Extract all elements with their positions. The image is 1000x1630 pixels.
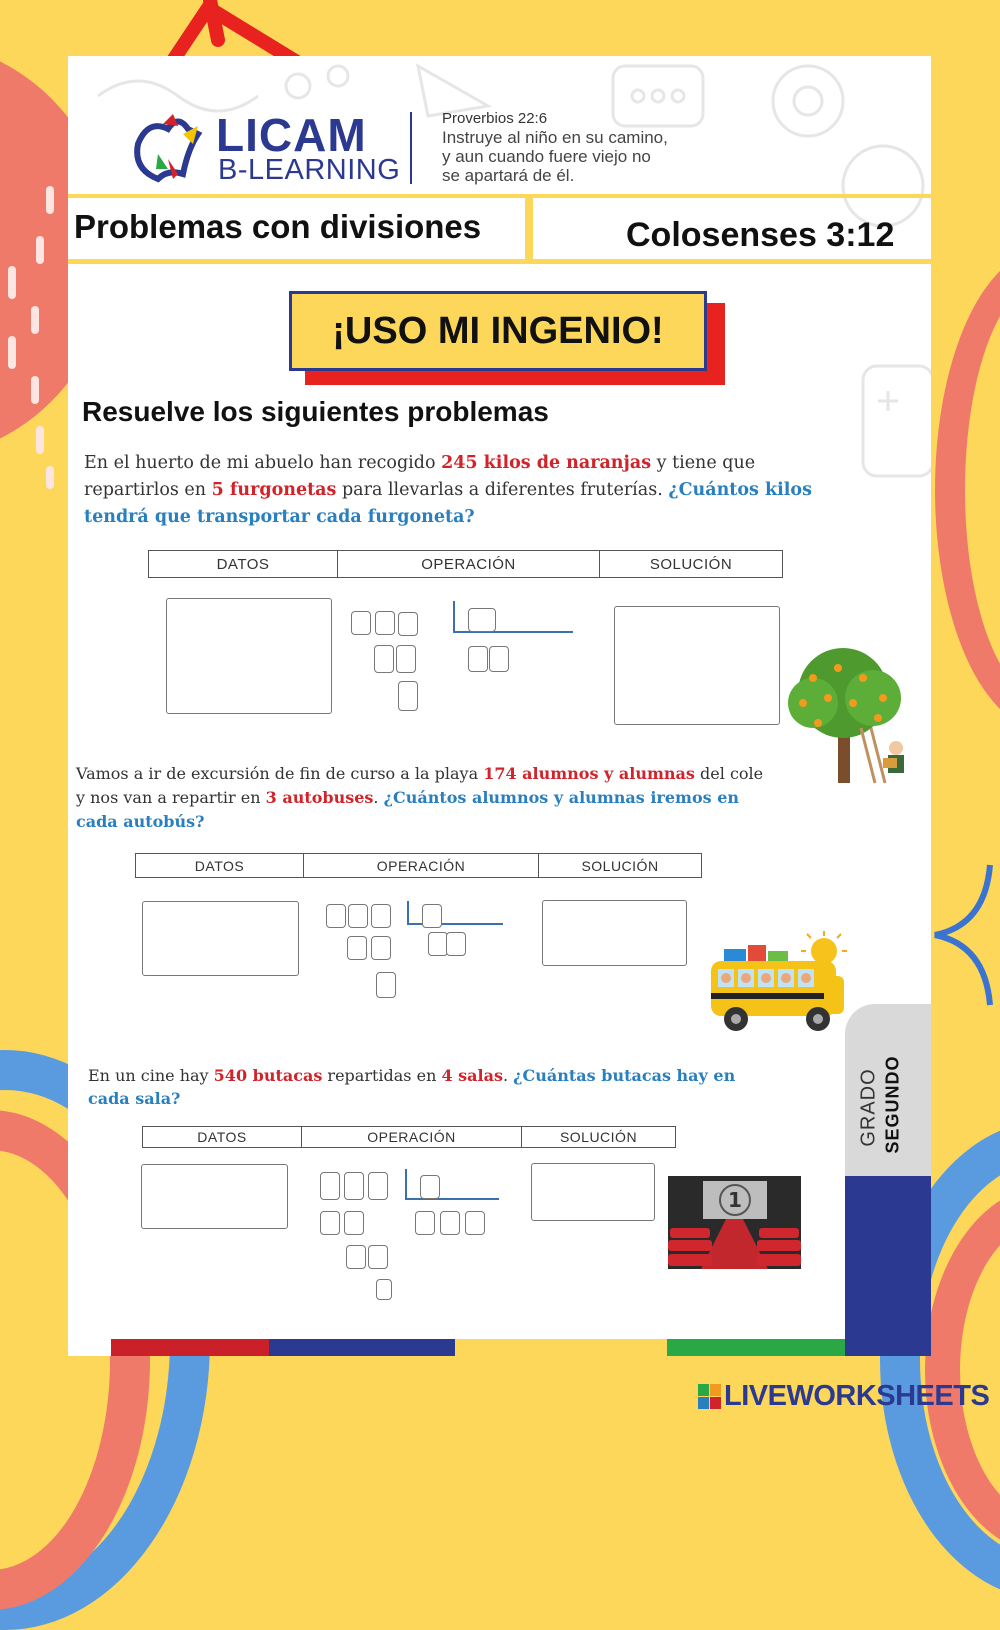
worksheet-page [68, 56, 931, 1356]
problem-text-part: 3 autobuses [265, 788, 374, 807]
problem-text-part: ¿Cuántos kilos tendrá que transportar cada furgoneta? [84, 480, 812, 527]
remainder-digit-3[interactable] [398, 681, 418, 711]
dividend-digit-1[interactable] [326, 904, 346, 928]
banner-text: ¡USO MI INGENIO! [332, 309, 664, 352]
problem-3-datos-box[interactable] [141, 1164, 288, 1229]
problem-2-solucion-box[interactable] [542, 900, 687, 966]
problem-2-text [76, 762, 766, 834]
title-bar-top-line [68, 194, 931, 198]
remainder-digit-5[interactable] [376, 1279, 392, 1300]
quotient-digit-2[interactable] [446, 932, 466, 956]
quotient-digit-3[interactable] [465, 1211, 485, 1235]
verse-line-3: se apartará de él. [442, 166, 575, 185]
divisor-digit[interactable] [420, 1175, 440, 1199]
orange-tree-image [783, 648, 913, 788]
problem-text-part: . [373, 788, 384, 807]
liveworksheets-logo [698, 1380, 989, 1413]
problem-3-solucion-box[interactable] [531, 1163, 655, 1221]
remainder-digit-3[interactable] [376, 972, 396, 998]
divisor-digit[interactable] [422, 904, 442, 928]
problem-text-part: para llevarlas a diferentes fruterías. [336, 480, 669, 500]
problem-2-division-grid [324, 901, 524, 1001]
dividend-digit-3[interactable] [398, 612, 418, 636]
problem-3-text [88, 1064, 748, 1110]
remainder-digit-2[interactable] [371, 936, 391, 960]
dividend-digit-2[interactable] [344, 1172, 364, 1200]
quotient-digit-1[interactable] [468, 646, 488, 672]
dividend-digit-2[interactable] [375, 611, 395, 635]
remainder-digit-1[interactable] [374, 645, 394, 673]
grade-label [857, 1055, 922, 1176]
header-datos: DATOS [148, 550, 338, 578]
problem-1-division-grid [348, 601, 588, 721]
problem-1-table-header [148, 550, 783, 578]
instruction-heading: Resuelve los siguientes problemas [82, 396, 549, 427]
problem-text-part: del cole y nos van a repartir en [76, 764, 764, 807]
problem-text-part: . [503, 1066, 514, 1085]
coral-arc-right [935, 250, 1000, 730]
divisor-vertical-line [407, 901, 409, 925]
remainder-digit-4[interactable] [368, 1245, 388, 1269]
verse-reference: Proverbios 22:6 [442, 110, 548, 127]
grade-label-text: GRADO [857, 1068, 880, 1147]
cinema-screen-number: 1 [728, 1188, 742, 1212]
topic-title: Problemas con divisiones [74, 208, 482, 245]
remainder-digit-1[interactable] [347, 936, 367, 960]
verse-line-1: Instruye al niño en su camino, [442, 128, 668, 147]
blue-star-decoration [930, 860, 1000, 1010]
remainder-digit-2[interactable] [344, 1211, 364, 1235]
problem-3-division-grid [320, 1169, 520, 1299]
logo-sub-text: B-LEARNING [218, 154, 401, 186]
quotient-digit-2[interactable] [440, 1211, 460, 1235]
problem-text-part: repartidas en [322, 1066, 442, 1085]
problem-2-datos-box[interactable] [142, 901, 299, 976]
header-solucion: SOLUCIÓN [538, 853, 702, 878]
dividend-digit-3[interactable] [368, 1172, 388, 1200]
logo-main-text: LICAM [216, 109, 367, 161]
dividend-digit-1[interactable] [351, 611, 371, 635]
cinema-image [668, 1176, 801, 1269]
dash-pattern-left [0, 170, 60, 490]
school-bus-image [706, 931, 856, 1041]
licam-logo-icon [128, 114, 218, 189]
divisor-vertical-line [405, 1169, 407, 1199]
header-solucion: SOLUCIÓN [521, 1126, 676, 1148]
logo-divider [410, 112, 412, 184]
problem-text-part: ¿Cuántos alumnos y alumnas iremos en cada autobús? [76, 788, 739, 831]
problem-3-table-header [142, 1126, 676, 1148]
header-operacion: OPERACIÓN [301, 1126, 522, 1148]
dividend-digit-1[interactable] [320, 1172, 340, 1200]
problem-text-part: 4 salas [441, 1066, 503, 1085]
footer-color-bar [111, 1339, 845, 1356]
dividend-digit-3[interactable] [371, 904, 391, 928]
divisor-vertical-line [453, 601, 455, 633]
grade-value-text: SEGUNDO [882, 1055, 903, 1154]
header-operacion: OPERACIÓN [337, 550, 600, 578]
remainder-digit-1[interactable] [320, 1211, 340, 1235]
problem-2-table-header [135, 853, 702, 878]
title-bar-divider [525, 198, 533, 259]
verse-line-2: y aun cuando fuere viejo no [442, 147, 651, 166]
problem-text-part: y tiene que repartirlos en [84, 453, 756, 500]
quotient-digit-1[interactable] [415, 1211, 435, 1235]
remainder-digit-3[interactable] [346, 1245, 366, 1269]
problem-text-part: 5 furgonetas [211, 480, 337, 500]
liveworksheets-text: LIVEWORKSHEETS [724, 1380, 990, 1412]
problem-text-part: En el huerto de mi abuelo han recogido [84, 453, 442, 473]
problem-text-part: 540 butacas [213, 1066, 323, 1085]
liveworksheets-icon [698, 1384, 722, 1410]
divisor-digit[interactable] [468, 608, 496, 632]
divisor-horizontal-line [405, 1198, 499, 1200]
header-datos: DATOS [142, 1126, 302, 1148]
problem-text-part: Vamos a ir de excursión de fin de curso a la playa [76, 764, 484, 783]
quotient-digit-1[interactable] [428, 932, 448, 956]
problem-text-part: ¿Cuántas butacas hay en cada sala? [88, 1066, 736, 1108]
title-bar-bottom-line [68, 259, 931, 264]
problem-text-part: 245 kilos de naranjas [441, 453, 652, 473]
verse-title: Colosenses 3:12 [626, 216, 895, 254]
problem-1-text [84, 450, 844, 531]
header-datos: DATOS [135, 853, 304, 878]
header-solucion: SOLUCIÓN [599, 550, 783, 578]
problem-1-datos-box[interactable] [166, 598, 332, 714]
header-operacion: OPERACIÓN [303, 853, 539, 878]
dividend-digit-2[interactable] [348, 904, 368, 928]
problem-text-part: 174 alumnos y alumnas [483, 764, 695, 783]
grade-tab-navy [845, 1176, 931, 1356]
problem-text-part: En un cine hay [88, 1066, 214, 1085]
problem-1-solucion-box[interactable] [614, 606, 780, 725]
remainder-digit-2[interactable] [396, 645, 416, 673]
banner-box [289, 291, 707, 371]
quotient-digit-2[interactable] [489, 646, 509, 672]
